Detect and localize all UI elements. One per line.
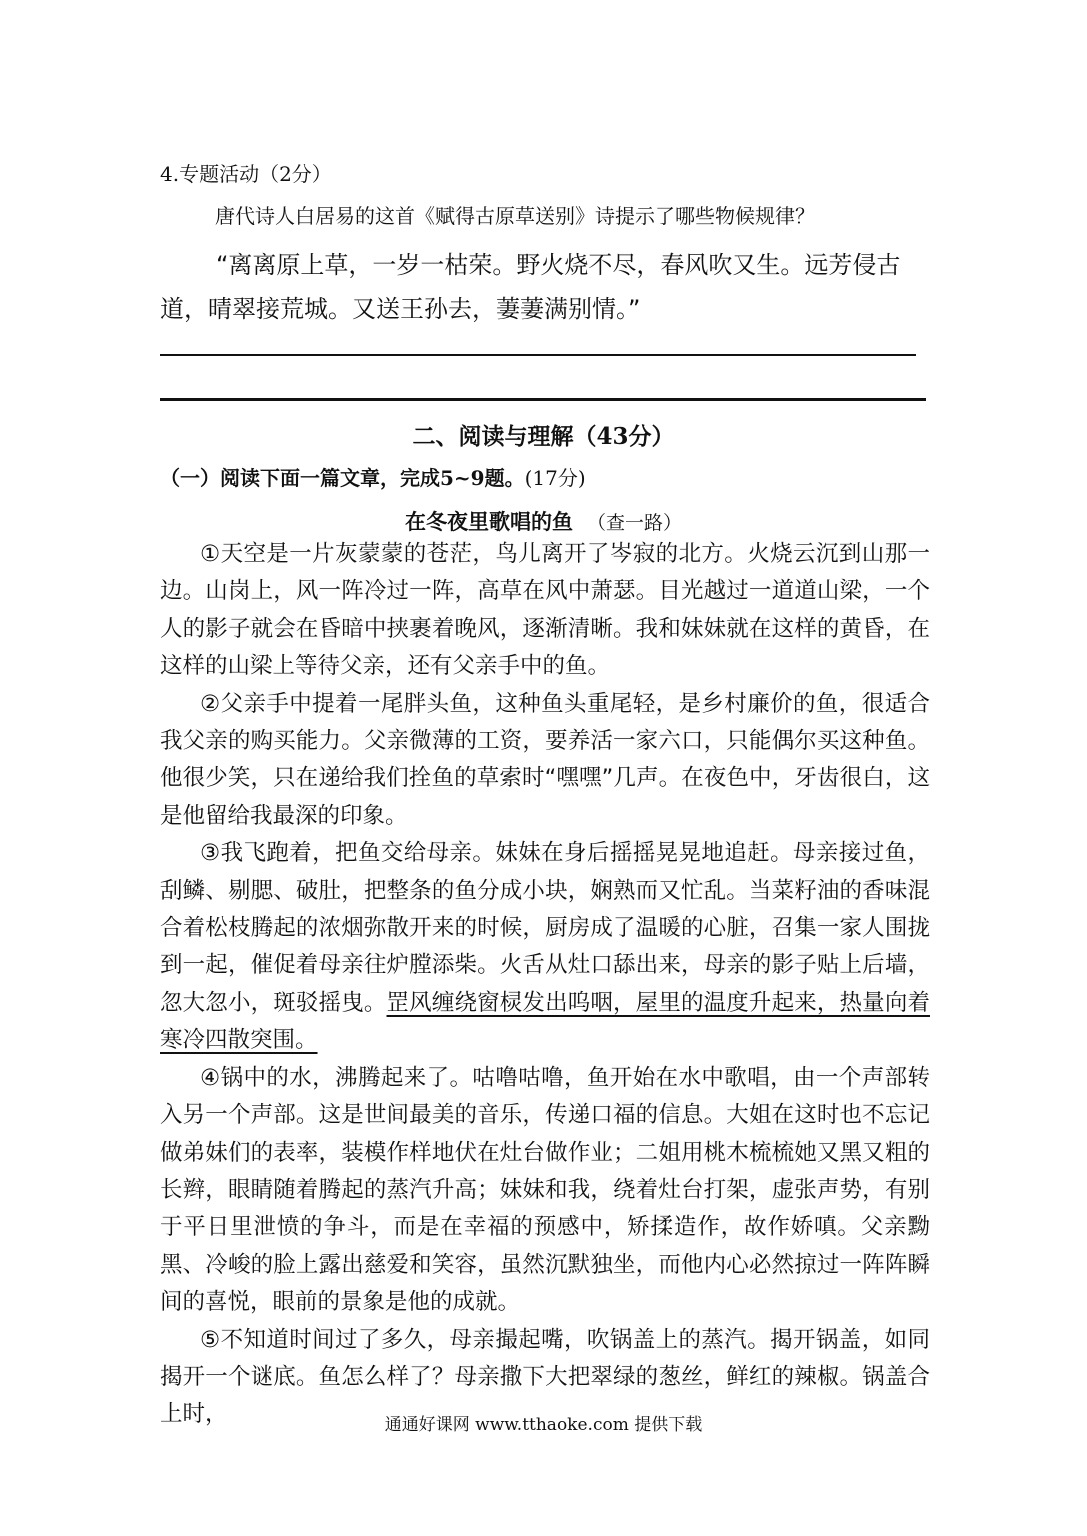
underlined-sentence: 罡风缠绕窗棂发出呜咽，屋里的温度升起来，热量向着寒冷四散突围。 [160, 989, 930, 1054]
question-4-title: 4.专题活动（2分） [160, 162, 332, 186]
paragraph-3-text: ③我飞跑着，把鱼交给母亲。妹妹在身后摇摇晃晃地追赶。母亲接过鱼，刮鳞、剔腮、破肚，把整条的鱼分成小块，娴熟而又忙乱。当菜籽油的香味混合着松枝腾起的浓烟弥散开来的时候，厨房成了温暖的心脏，召集一家人围拢到一起，催促着母亲往炉膛添柴。火舌从灶口舔出来，母亲的影子贴上后墙，忽大忽小，斑驳摇曳。 [160, 840, 930, 1016]
article-title: 在冬夜里歌唱的鱼 [404, 510, 573, 534]
paragraph-1: ①天空是一片灰蒙蒙的苍茫，鸟儿离开了岑寂的北方。火烧云沉到山那一边。山岗上，风一阵冷过一阵，高草在风中萧瑟。目光越过一道道山梁，一个人的影子就会在昏暗中挟裹着晚风，逐渐清晰。我和妹妹就在这样的黄昏，在这样的山梁上等待父亲，还有父亲手中的鱼。 [160, 541, 930, 680]
page-footer: 通通好课网 www.tthaoke.com 提供下载 [384, 1415, 703, 1435]
poem-text: “离离原上草，一岁一枯荣。野火烧不尽，春风吹又生。远芳侵古道，晴翠接荒城。又送王孙去，萋萋满别情。” [160, 251, 901, 323]
question-4-prompt: 唐代诗人白居易的这首《赋得古原草送别》诗提示了哪些物候规律？ [215, 204, 815, 228]
article-heading [0, 506, 1087, 536]
paragraph-4: ④锅中的水，沸腾起来了。咕噜咕噜，鱼开始在水中歌唱，由一个声部转入另一个声部。这是世间最美的音乐，传递口福的信息。大姐在这时也不忘记做弟妹们的表率，装模作样地伏在灶台做作业；二姐用桃木梳梳她又黑又粗的长辫，眼睛随着腾起的蒸汽升高；妹妹和我，绕着灶台打架，虚张声势，有别于平日里泄愤的争斗，而是在幸福的预感中，矫揉造作，故作娇嗔。父亲黝黑、冷峻的脸上露出慈爱和笑容，虽然沉默独坐，而他内心必然掠过一阵阵瞬间的喜悦，眼前的景象是他的成就。 [160, 1064, 930, 1316]
section-title: 二、阅读与理解（43分） [412, 423, 675, 450]
paragraph-5: ⑤不知道时间过了多久，母亲撮起嘴，吹锅盖上的蒸汽。揭开锅盖，如同揭开一个谜底。鱼怎么样了？母亲撒下大把翠绿的葱丝，鲜红的辣椒。锅盖合上时， [160, 1326, 930, 1428]
article-body [160, 536, 930, 1434]
answer-line [160, 354, 916, 356]
reading-instruction [160, 462, 586, 491]
paragraph-2: ②父亲手中提着一尾胖头鱼，这种鱼头重尾轻，是乡村廉价的鱼，很适合我父亲的购买能力。父亲微薄的工资，要养活一家六口，只能偶尔买这种鱼。他很少笑，只在递给我们拴鱼的草索时“嘿嘿”几声。在夜色中，牙齿很白，这是他留给我最深的印象。 [160, 690, 930, 829]
reading-instruction-text: （一）阅读下面一篇文章，完成5~9题。 [160, 466, 525, 490]
reading-instruction-points: (17分) [524, 466, 586, 490]
paragraph-3 [160, 835, 930, 1059]
section-divider [160, 398, 926, 401]
article-author: （查一路） [586, 512, 682, 534]
